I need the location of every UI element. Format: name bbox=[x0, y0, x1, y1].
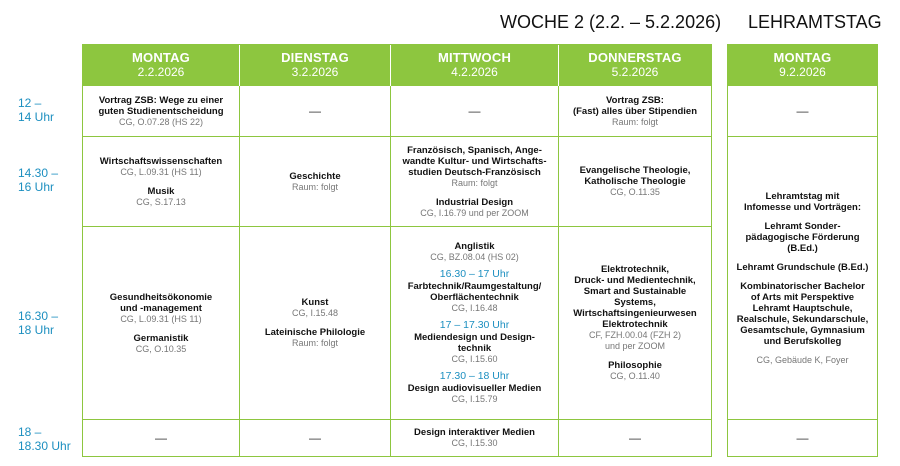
event-title: Mediendesign und Design- technik bbox=[414, 332, 535, 354]
time-label-3: 16.30 – 18 Uhr bbox=[18, 309, 59, 337]
empty-dash: — bbox=[309, 104, 321, 118]
time-label-4: 18 – 18.30 Uhr bbox=[18, 425, 71, 453]
cell-tuesday-18 bbox=[240, 420, 390, 456]
slot-time: 16.30 – 17 Uhr bbox=[439, 268, 510, 280]
event-title: Design interaktiver Medien bbox=[414, 427, 535, 438]
event-title: Lateinische Philologie bbox=[264, 327, 366, 338]
event-location: CG, O.11.40 bbox=[610, 371, 660, 381]
event-title: Geschichte bbox=[289, 170, 341, 182]
header-monday: MONTAG 2.2.2026 bbox=[83, 45, 239, 86]
schedule-lehramtstag bbox=[727, 44, 878, 457]
event-title: Lehramt Grundschule (B.Ed.) bbox=[736, 261, 869, 273]
cell-thursday-18 bbox=[559, 420, 711, 456]
cell-lehramtstag-18 bbox=[728, 420, 877, 456]
cell-monday-18 bbox=[83, 420, 239, 456]
event-title: Farbtechnik/Raumgestaltung/ Oberflächentechnik bbox=[407, 281, 542, 303]
event-title: Musik bbox=[147, 185, 175, 197]
cell-thursday-1430 bbox=[559, 137, 711, 226]
empty-dash: — bbox=[309, 431, 321, 445]
event-title: Lehramt Sonder- pädagogische Förderung (B.Ed.) bbox=[745, 220, 860, 254]
event-location: CG, L.09.31 (HS 11) bbox=[120, 166, 202, 177]
header-tuesday: DIENSTAG 3.2.2026 bbox=[240, 45, 390, 86]
time-label-2: 14.30 – 16 Uhr bbox=[18, 166, 59, 194]
cell-tuesday-12 bbox=[240, 86, 390, 136]
cell-monday-12 bbox=[83, 86, 239, 136]
event-title: Französisch, Spanisch, Ange- wandte Kultur- und Wirtschafts- studien Deutsch-Französisch bbox=[402, 144, 547, 178]
header-wednesday: MITTWOCH 4.2.2026 bbox=[391, 45, 558, 86]
event-location: CG, I.16.48 bbox=[451, 303, 498, 313]
empty-dash: — bbox=[796, 431, 809, 445]
event-location: CG, Gebäude K, Foyer bbox=[756, 354, 849, 365]
cell-monday-1430 bbox=[83, 137, 239, 226]
event-location: CG, I.15.48 bbox=[291, 308, 339, 318]
event-location: CG, I.15.79 bbox=[451, 394, 498, 404]
event-title: Vortrag ZSB: (Fast) alles über Stipendien bbox=[572, 94, 698, 117]
event-location: CG, O.07.28 (HS 22) bbox=[118, 116, 204, 127]
cell-tuesday-1430 bbox=[240, 137, 390, 226]
cell-wednesday-1430 bbox=[391, 137, 558, 226]
slot-time: 17 – 17.30 Uhr bbox=[439, 319, 510, 331]
empty-dash: — bbox=[796, 104, 809, 118]
week-title: WOCHE 2 (2.2. – 5.2.2026) bbox=[500, 12, 722, 32]
event-location: CG, O.11.35 bbox=[610, 187, 660, 197]
cell-monday-1630 bbox=[83, 227, 239, 419]
event-location: CG, I.16.79 und per ZOOM bbox=[420, 207, 529, 218]
event-title: Vortrag ZSB: Wege zu einer guten Studienentscheidung bbox=[98, 94, 224, 117]
event-location: CG, BZ.08.04 (HS 02) bbox=[430, 252, 519, 262]
event-title: Gesundheitsökonomie und -management bbox=[109, 291, 213, 314]
cell-thursday-12 bbox=[559, 86, 711, 136]
cell-lehramtstag-main bbox=[728, 137, 877, 419]
time-label-1: 12 – 14 Uhr bbox=[18, 96, 55, 124]
header-monday-lehramtstag: MONTAG 9.2.2026 bbox=[728, 45, 877, 86]
event-title: Kunst bbox=[301, 297, 329, 308]
event-location: Raum: folgt bbox=[611, 116, 659, 127]
event-title: Design audiovisueller Medien bbox=[407, 383, 542, 394]
event-title: Lehramtstag mit Infomesse und Vorträgen: bbox=[743, 190, 861, 213]
event-location: CG, I.15.30 bbox=[451, 438, 498, 448]
schedule-week-2 bbox=[82, 44, 712, 457]
event-location: CF, FZH.00.04 (FZH 2) und per ZOOM bbox=[588, 330, 681, 351]
event-title: Evangelische Theologie, Katholische Theologie bbox=[579, 165, 691, 187]
cell-wednesday-18 bbox=[391, 420, 558, 456]
event-location: Raum: folgt bbox=[291, 181, 339, 192]
event-location: CG, I.15.60 bbox=[451, 354, 498, 364]
event-title: Philosophie bbox=[608, 360, 662, 371]
cell-wednesday-12 bbox=[391, 86, 558, 136]
header-thursday: DONNERSTAG 5.2.2026 bbox=[559, 45, 711, 86]
event-location: Raum: folgt bbox=[451, 177, 498, 188]
event-location: Raum: folgt bbox=[291, 338, 339, 348]
event-location: CG, S.17.13 bbox=[136, 196, 186, 207]
event-title: Elektrotechnik, Druck- und Medientechnik, Smart and Sustainable Systems, Wirtschaftsingenieurwesen Elektrotechnik bbox=[573, 264, 697, 330]
empty-dash: — bbox=[468, 104, 481, 118]
event-title: Anglistik bbox=[454, 241, 495, 252]
lehramt-title: LEHRAMTSTAG bbox=[748, 12, 882, 32]
empty-dash: — bbox=[155, 431, 167, 445]
cell-tuesday-1630 bbox=[240, 227, 390, 419]
event-location: CG, O.10.35 bbox=[135, 343, 187, 354]
event-title: Wirtschaftswissenschaften bbox=[99, 155, 223, 167]
empty-dash: — bbox=[629, 431, 641, 445]
cell-thursday-1630 bbox=[559, 227, 711, 419]
event-title: Kombinatorischer Bachelor of Arts mit Perspektive Lehramt Hauptschule, Realschule, Sekundarschule, Gesamtschule, Gymnasium und Berufskolleg bbox=[736, 280, 869, 347]
slot-time: 17.30 – 18 Uhr bbox=[439, 370, 510, 382]
cell-wednesday-1630 bbox=[391, 227, 558, 419]
event-location: CG, L.09.31 (HS 11) bbox=[120, 313, 202, 324]
event-title: Industrial Design bbox=[435, 196, 514, 208]
event-title: Germanistik bbox=[133, 332, 189, 344]
cell-lehramtstag-12 bbox=[728, 86, 877, 136]
